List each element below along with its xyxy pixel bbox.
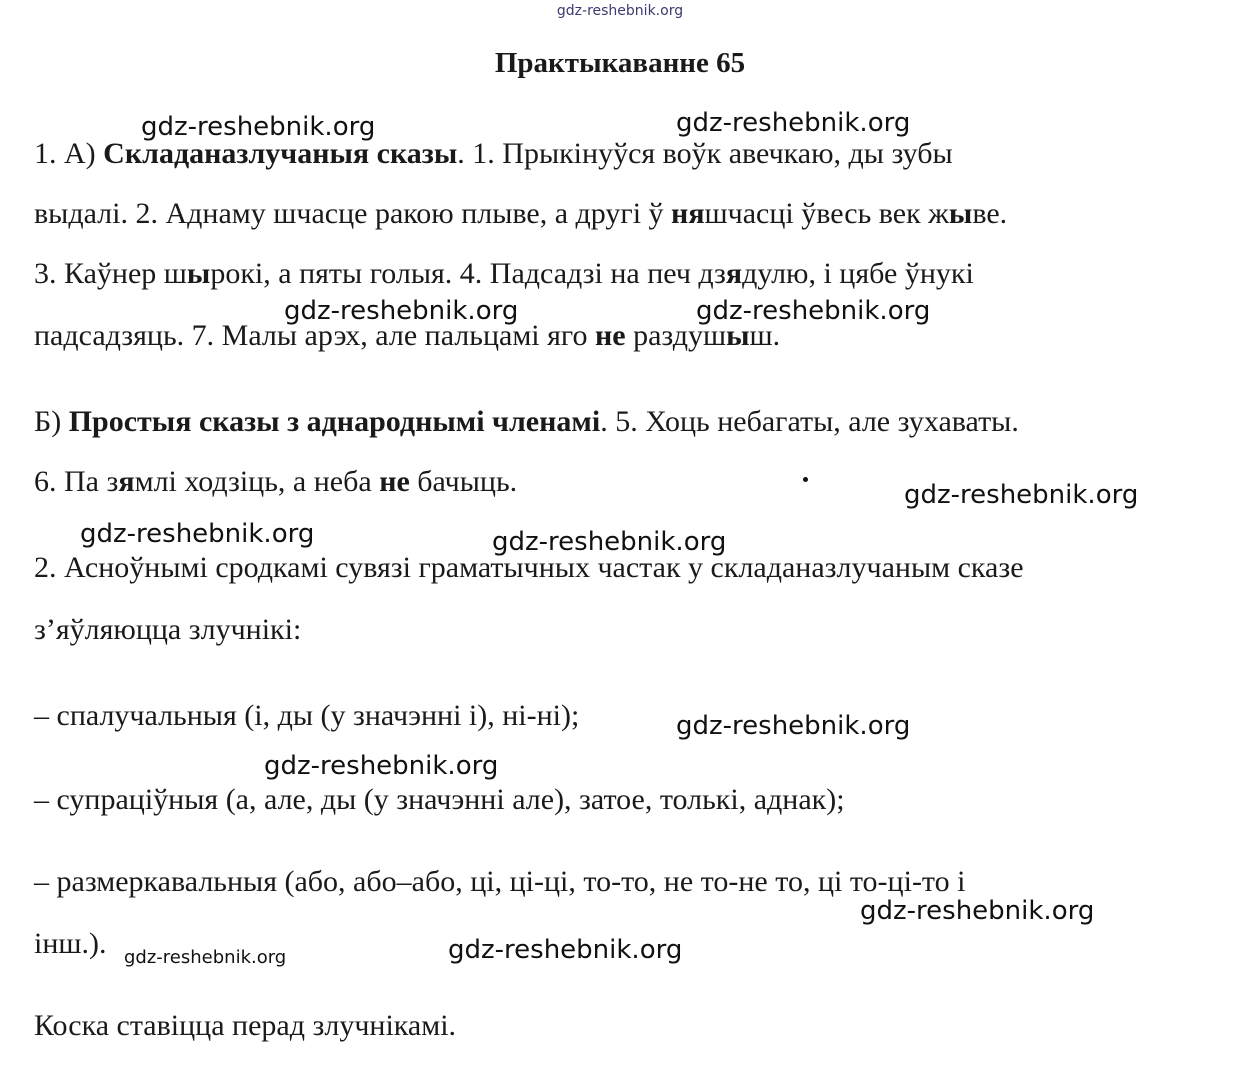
watermark: gdz-reshebnik.org xyxy=(80,519,315,549)
stray-dot xyxy=(803,477,808,482)
watermark-small: gdz-reshebnik.org xyxy=(124,947,287,968)
text-line: з’яўляюцца злучнікі: xyxy=(34,613,302,646)
text-line: падсадзяць. 7. Малы арэх, але пальцамі яго не раздушыш. xyxy=(34,319,781,352)
list-item: – супрацiўныя (а, але, ды (у значэнні але), затое, толькі, аднак); xyxy=(34,783,845,816)
watermark: gdz-reshebnik.org xyxy=(860,896,1095,926)
watermark: gdz-reshebnik.org xyxy=(696,296,931,326)
list-item: – размеркавальныя (або, або–або, ці, ці-ці, то-то, не то-не то, ці то-ці-то і xyxy=(34,865,966,898)
watermark: gdz-reshebnik.org xyxy=(448,935,683,965)
watermark: gdz-reshebnik.org xyxy=(904,480,1139,510)
list-item-continuation: інш.). xyxy=(34,927,107,960)
list-item: – спалучальныя (і, ды (у значэнні і), ні-ні); xyxy=(34,699,580,732)
text-line: Б) Простыя сказы з аднароднымі членамі. 5. Хоць небагаты, але зухаваты. xyxy=(34,405,1019,438)
watermark: gdz-reshebnik.org xyxy=(141,112,376,142)
text-line: 2. Асноўнымі сродкамі сувязі граматычных частак у складаназлучаным сказе xyxy=(34,551,1024,584)
text-line: 3. Каўнер шырокі, а пяты голыя. 4. Падсадзі на печ дзядулю, і цябе ўнукі xyxy=(34,257,974,290)
header-watermark: gdz-reshebnik.org xyxy=(556,3,684,19)
text-line: выдалі. 2. Аднаму шчасце ракою плыве, а другі ў няшчасці ўвесь век жыве. xyxy=(34,197,1008,230)
watermark: gdz-reshebnik.org xyxy=(492,527,727,557)
watermark: gdz-reshebnik.org xyxy=(284,296,519,326)
page-title: Практыкаванне 65 xyxy=(494,47,746,79)
text-line: 1. А) Складаназлучаныя сказы. 1. Прыкінуўся воўк авечкаю, ды зубы xyxy=(34,137,953,170)
text-line: 6. Па зямлі ходзіць, а неба не бачыць. xyxy=(34,465,518,498)
text-line: Коска ставіцца перад злучнікамі. xyxy=(34,1009,457,1042)
watermark: gdz-reshebnik.org xyxy=(676,711,911,741)
watermark: gdz-reshebnik.org xyxy=(676,108,911,138)
watermark: gdz-reshebnik.org xyxy=(264,751,499,781)
